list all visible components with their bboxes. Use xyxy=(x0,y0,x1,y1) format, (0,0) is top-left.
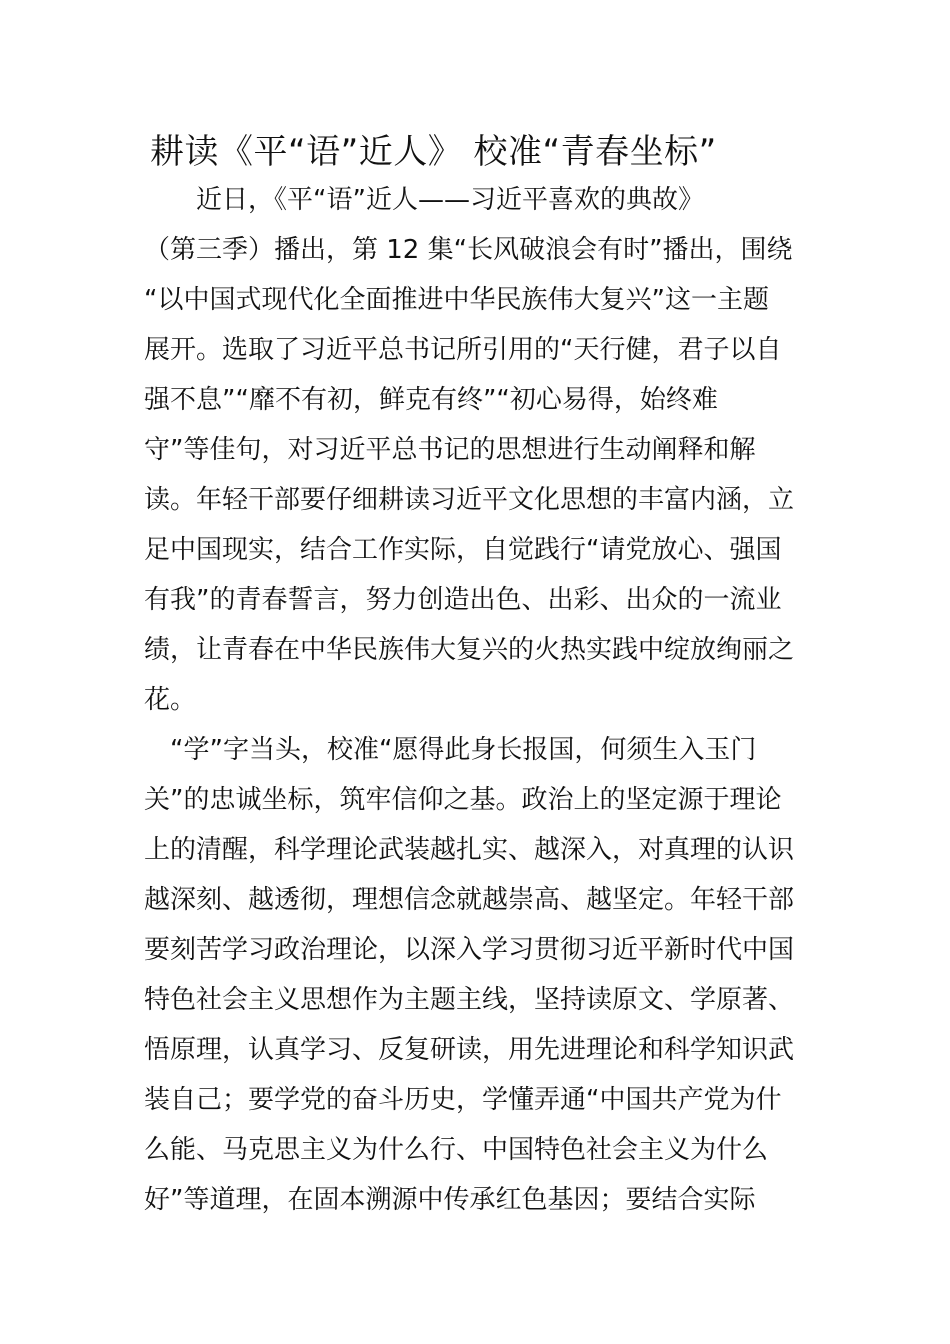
body-line: 有我”的青春誓言，努力创造出色、出彩、出众的一流业 xyxy=(144,585,782,615)
document-title: 耕读《平“语”近人》 校准“青春坐标” xyxy=(150,132,717,172)
body-line: 读。年轻干部要仔细耕读习近平文化思想的丰富内涵，立 xyxy=(144,485,795,515)
body-line: 特色社会主义思想作为主题主线，坚持读原文、学原著、 xyxy=(144,985,795,1015)
body-line: （第三季）播出，第 12 集“长风破浪会有时”播出，围绕 xyxy=(144,235,793,265)
body-line: 展开。选取了习近平总书记所引用的“天行健，君子以自 xyxy=(144,335,782,365)
body-line: 装自己；要学党的奋斗历史，学懂弄通“中国共产党为什 xyxy=(144,1085,782,1115)
body-line: 强不息”“靡不有初，鲜克有终”“初心易得，始终难 xyxy=(144,385,718,415)
body-line: 近日，《平“语”近人——习近平喜欢的典故》 xyxy=(144,185,704,215)
body-line: 好”等道理，在固本溯源中传承红色基因；要结合实际 xyxy=(144,1185,756,1215)
body-line: “学”字当头，校准“愿得此身长报国，何须生入玉门 xyxy=(170,735,757,765)
body-line: 守”等佳句，对习近平总书记的思想进行生动阐释和解 xyxy=(144,435,756,465)
body-line: 足中国现实，结合工作实际，自觉践行“请党放心、强国 xyxy=(144,535,782,565)
body-line: 绩，让青春在中华民族伟大复兴的火热实践中绽放绚丽之 xyxy=(144,635,795,665)
body-line: 么能、马克思主义为什么行、中国特色社会主义为什么 xyxy=(144,1135,769,1165)
body-line: 要刻苦学习政治理论，以深入学习贯彻习近平新时代中国 xyxy=(144,935,795,965)
body-line: 越深刻、越透彻，理想信念就越崇高、越坚定。年轻干部 xyxy=(144,885,795,915)
body-line: “以中国式现代化全面推进中华民族伟大复兴”这一主题 xyxy=(144,285,769,315)
body-line: 悟原理，认真学习、反复研读，用先进理论和科学知识武 xyxy=(144,1035,795,1065)
body-line: 上的清醒，科学理论武装越扎实、越深入，对真理的认识 xyxy=(144,835,795,865)
body-line: 关”的忠诚坐标，筑牢信仰之基。政治上的坚定源于理论 xyxy=(144,785,782,815)
body-line: 花。 xyxy=(144,685,197,715)
